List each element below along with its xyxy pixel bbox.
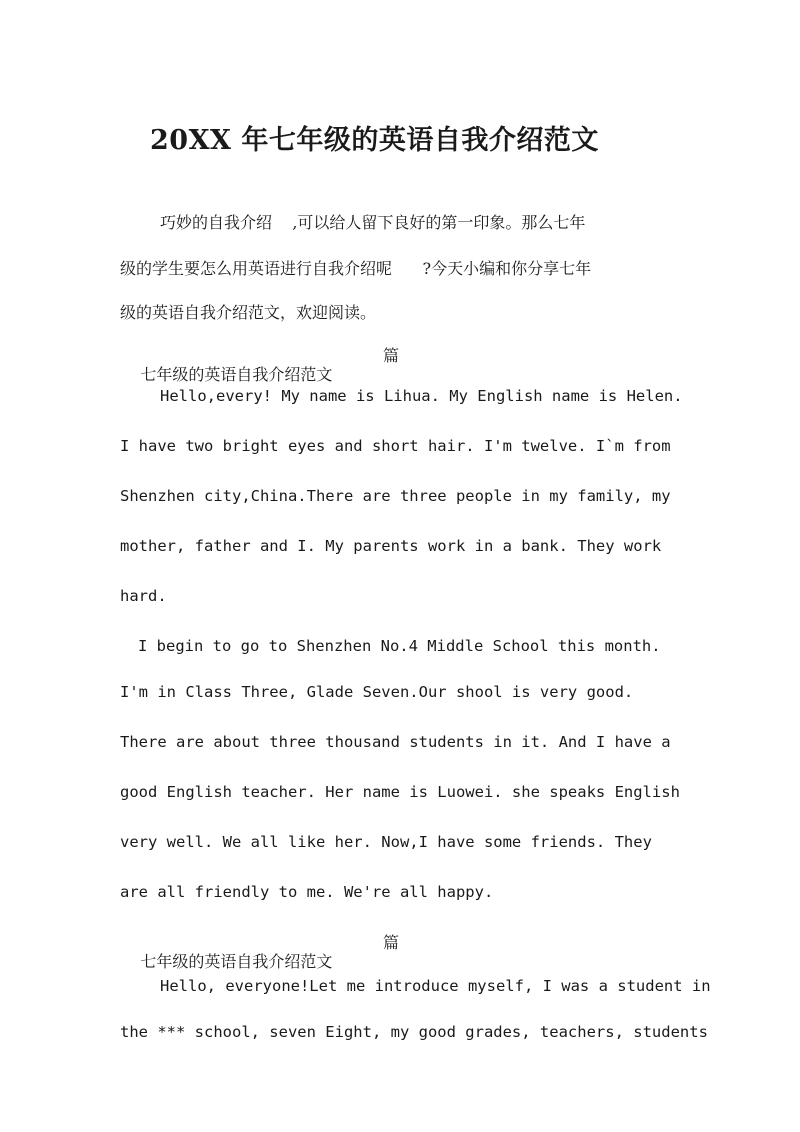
section-1-p2-line-5: very well. We all like her. Now,I have some friends. They bbox=[120, 833, 652, 851]
section-2-heading-text: 七年级的英语自我介绍范文 bbox=[140, 952, 333, 971]
section-1-heading bbox=[120, 343, 420, 423]
intro-line-2: 级的学生要怎么用英语进行自我介绍呢 ?今天小编和你分享七年 bbox=[120, 259, 592, 278]
section-1-p1-line-2: I have two bright eyes and short hair. I'm twelve. I`m from bbox=[120, 437, 671, 455]
section-1-heading-text: 七年级的英语自我介绍范文 bbox=[140, 365, 333, 384]
section-1-p2-line-1: I begin to go to Shenzhen No.4 Middle School this month. bbox=[138, 637, 661, 655]
section-1-p1-line-3: Shenzhen city,China.There are three people in my family, my bbox=[120, 487, 671, 505]
document-title: 20XX 年七年级的英语自我介绍范文 bbox=[150, 125, 599, 156]
section-1-heading-suffix: 篇 bbox=[383, 346, 400, 365]
section-1-p2-line-3: There are about three thousand students in it. And I have a bbox=[120, 733, 671, 751]
section-1-p2-line-6: are all friendly to me. We're all happy. bbox=[120, 883, 494, 901]
section-2-p1-line-2: the *** school, seven Eight, my good grades, teachers, students bbox=[120, 1023, 708, 1041]
section-2-p1-line-1: Hello, everyone!Let me introduce myself, I was a student in bbox=[160, 977, 711, 995]
section-1-p1-line-5: hard. bbox=[120, 587, 167, 605]
section-1-p2-line-2: I'm in Class Three, Glade Seven.Our shool is very good. bbox=[120, 683, 634, 701]
section-1-p2-line-4: good English teacher. Her name is Luowei. she speaks English bbox=[120, 783, 680, 801]
section-1-p1-line-4: mother, father and I. My parents work in a bank. They work bbox=[120, 537, 662, 555]
intro-line-3: 级的英语自我介绍范文，欢迎阅读。 bbox=[120, 303, 377, 322]
intro-line-1: 巧妙的自我介绍 ,可以给人留下良好的第一印象。那么七年 bbox=[160, 213, 586, 232]
section-2-heading-suffix: 篇 bbox=[383, 933, 400, 952]
section-1-p1-line-1: Hello,every! My name is Lihua. My English name is Helen. bbox=[160, 387, 683, 405]
section-2-heading bbox=[120, 930, 420, 1010]
